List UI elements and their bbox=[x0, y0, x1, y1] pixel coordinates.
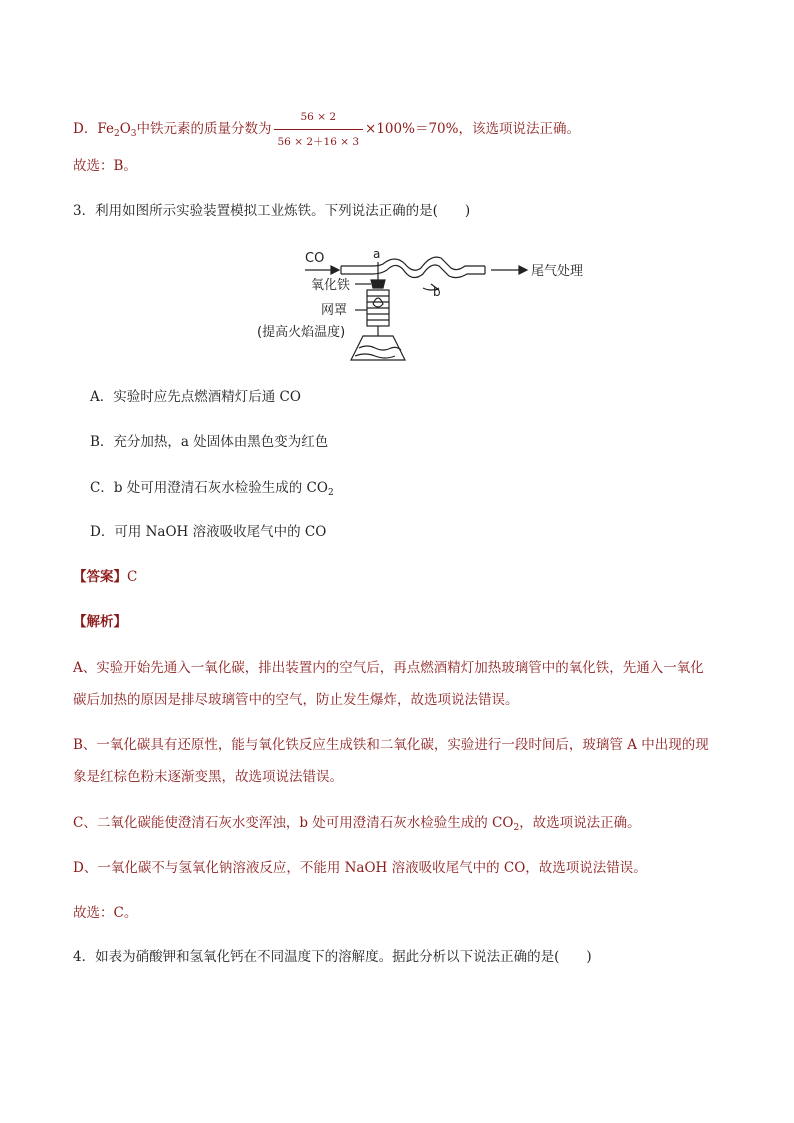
analysis-d: D、一氧化碳不与氢氧化钠溶液反应，不能用 NaOH 溶液吸收尾气中的 CO，故选项说法错误。 bbox=[73, 860, 647, 876]
question-4: 4．如表为硝酸钾和氢氧化钙在不同温度下的溶解度。据此分析以下说法正确的是( ) bbox=[73, 949, 592, 965]
iron-oxide-sample bbox=[371, 280, 385, 288]
prev-conclusion: 故选：B。 bbox=[73, 158, 137, 174]
analysis-c: C、二氧化碳能使澄清石灰水变浑浊，b 处可用澄清石灰水检验生成的 $CO_2$，故选项说法正确。 bbox=[73, 815, 641, 833]
label-b: b bbox=[433, 285, 441, 299]
option-d: D．可用 NaOH 溶液吸收尾气中的 CO bbox=[90, 524, 327, 540]
apparatus-figure bbox=[255, 244, 585, 364]
label-iron-oxide: 氧化铁 bbox=[311, 278, 351, 293]
option-b: B．充分加热，a 处固体由黑色变为红色 bbox=[90, 434, 329, 450]
label-exhaust: 尾气处理 bbox=[531, 264, 584, 279]
co-arrowhead bbox=[331, 266, 339, 274]
label-mesh-note: (提高火焰温度) bbox=[257, 325, 346, 340]
label-mesh: 网罩 bbox=[321, 303, 348, 318]
question-3: 3．利用如图所示实验装置模拟工业炼铁。下列说法正确的是( ) bbox=[73, 203, 471, 219]
label-co: CO bbox=[305, 251, 325, 266]
analysis-a-line1: A、实验开始先通入一氧化碳，排出装置内的空气后，再点燃酒精灯加热玻璃管中的氧化铁，先通入一氧化 bbox=[73, 660, 704, 676]
analysis-a-line2: 碳后加热的原因是排尽玻璃管中的空气，防止发生爆炸，故选项说法错误。 bbox=[73, 692, 519, 708]
option-c: C．b 处可用澄清石灰水检验生成的 $CO_2$ bbox=[90, 480, 334, 498]
option-a: A．实验时应先点燃酒精灯后通 CO bbox=[90, 389, 301, 405]
mass-fraction: $\frac{56 \times 2}{56 \times 2+16 \times 3}$ bbox=[274, 106, 364, 153]
prev-option-d: D．$Fe_2O_3$中铁元素的质量分数为 $\frac{56 \times 2}{56 \times 2+16 \times 3}$ ×100%＝70%，该选项说法正确。 bbox=[73, 106, 580, 153]
analysis-b-line1: B、一氧化碳具有还原性，能与氧化铁反应生成铁和二氧化碳，实验进行一段时间后，玻璃管 A 中出现的现 bbox=[73, 737, 709, 753]
analysis-label: 【解析】 bbox=[73, 614, 127, 630]
label-a: a bbox=[373, 247, 381, 261]
analysis-b-line2: 象是红棕色粉末逐渐变黑，故选项说法错误。 bbox=[73, 769, 343, 785]
glass-tube bbox=[341, 266, 373, 274]
answer: 【答案】C bbox=[73, 569, 138, 585]
conclusion: 故选：C。 bbox=[73, 905, 138, 921]
